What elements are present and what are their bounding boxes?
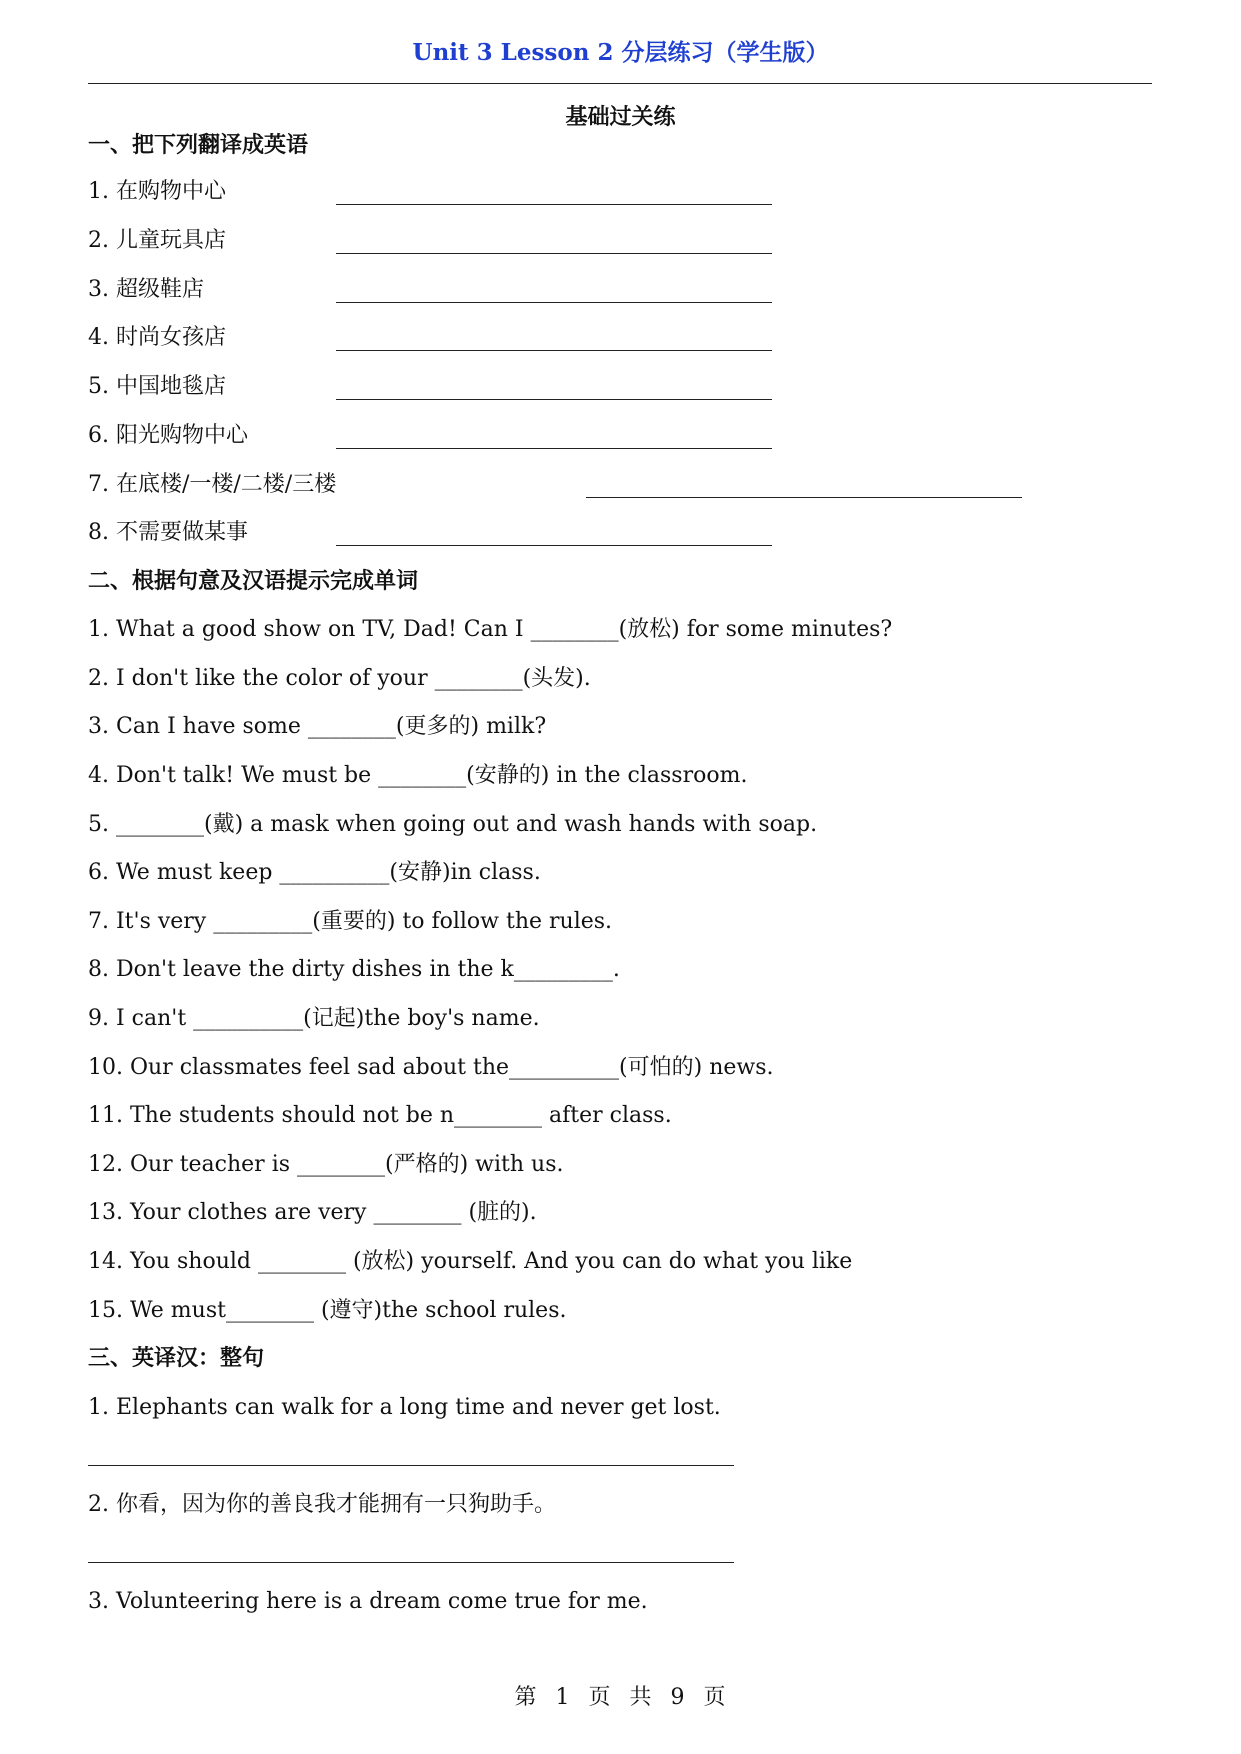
footer-page-number: 1 [555,1685,571,1710]
part2-item-15: 15. We must________ (遵守)the school rules. [88,1298,567,1323]
footer-di: 第 [514,1685,538,1710]
answer-blank-8[interactable] [336,545,772,546]
footer-gong: 共 [629,1685,653,1710]
answer-blank-3[interactable] [336,302,772,303]
translation-blank-1[interactable] [88,1465,734,1466]
part1-item-8: 8. 不需要做某事 [88,520,248,545]
part2-item-3: 3. Can I have some ________(更多的) milk? [88,714,547,739]
section-title: 基础过关练 [565,104,676,130]
part2-item-9: 9. I can't __________(记起)the boy's name. [88,1006,540,1031]
part2-heading: 二、根据句意及汉语提示完成单词 [88,568,419,594]
answer-blank-4[interactable] [336,350,772,351]
answer-blank-1[interactable] [336,204,772,205]
part1-item-3: 3. 超级鞋店 [88,277,204,302]
footer-ye2: 页 [703,1685,727,1710]
answer-blank-2[interactable] [336,253,772,254]
part3-item-1: 1. Elephants can walk for a long time and never get lost. [88,1395,721,1420]
part3-item-3: 3. Volunteering here is a dream come true for me. [88,1589,648,1614]
part2-item-7: 7. It's very _________(重要的) to follow the rules. [88,909,613,934]
document-header-title: Unit 3 Lesson 2 分层练习（学生版） [412,39,829,66]
part2-item-4: 4. Don't talk! We must be ________(安静的) in the classroom. [88,763,748,788]
part1-item-6: 6. 阳光购物中心 [88,423,248,448]
header-divider [88,83,1152,84]
translation-blank-2[interactable] [88,1562,734,1563]
part1-item-2: 2. 儿童玩具店 [88,228,226,253]
part2-item-1: 1. What a good show on TV, Dad! Can I ________(放松) for some minutes? [88,617,893,642]
part3-item-2: 2. 你看，因为你的善良我才能拥有一只狗助手。 [88,1492,556,1517]
part1-item-1: 1. 在购物中心 [88,179,226,204]
answer-blank-7[interactable] [586,497,1022,498]
part2-item-2: 2. I don't like the color of your ________(头发). [88,666,591,691]
part1-item-4: 4. 时尚女孩店 [88,325,226,350]
part2-item-10: 10. Our classmates feel sad about the__________(可怕的) news. [88,1055,774,1080]
part2-item-5: 5. ________(戴) a mask when going out and wash hands with soap. [88,812,818,837]
part3-heading: 三、英译汉：整句 [88,1345,265,1371]
part2-item-8: 8. Don't leave the dirty dishes in the k_________. [88,957,620,982]
footer-total-pages: 9 [670,1685,686,1710]
answer-blank-6[interactable] [336,448,772,449]
part1-heading: 一、把下列翻译成英语 [88,132,309,158]
answer-blank-5[interactable] [336,399,772,400]
part2-item-12: 12. Our teacher is ________(严格的) with us. [88,1152,564,1177]
page-footer [0,1680,1241,1711]
footer-ye: 页 [588,1685,612,1710]
part2-item-11: 11. The students should not be n________ after class. [88,1103,672,1128]
part1-item-5: 5. 中国地毯店 [88,374,226,399]
part2-item-14: 14. You should ________ (放松) yourself. And you can do what you like [88,1249,853,1274]
part1-item-7: 7. 在底楼/一楼/二楼/三楼 [88,472,337,497]
part2-item-13: 13. Your clothes are very ________ (脏的). [88,1200,537,1225]
part2-item-6: 6. We must keep __________(安静)in class. [88,860,541,885]
